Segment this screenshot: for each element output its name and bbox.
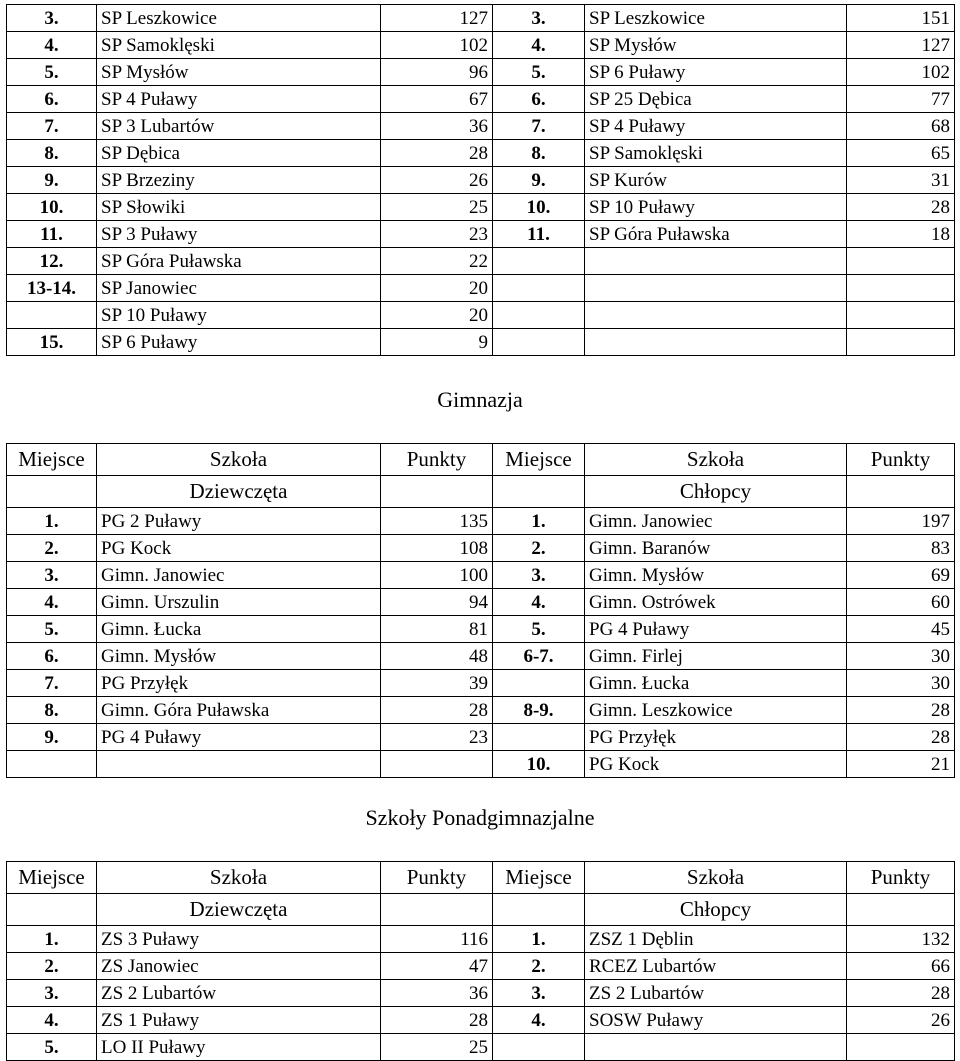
header-points: Punkty xyxy=(847,862,955,894)
blank-cell xyxy=(493,476,585,508)
girls-points: 108 xyxy=(381,535,493,562)
boys-place xyxy=(493,275,585,302)
boys-school: SP 25 Dębica xyxy=(585,86,847,113)
boys-school: Gimn. Baranów xyxy=(585,535,847,562)
girls-school: SP Dębica xyxy=(97,140,381,167)
boys-place: 3. xyxy=(493,980,585,1007)
table-row xyxy=(7,1007,955,1034)
primary-schools-body xyxy=(7,5,955,356)
boys-school: SP Kurów xyxy=(585,167,847,194)
header-school: Szkoła xyxy=(585,444,847,476)
girls-school: Gimn. Góra Puławska xyxy=(97,697,381,724)
gender-header-row xyxy=(7,894,955,926)
girls-school: SP 3 Lubartów xyxy=(97,113,381,140)
blank-cell xyxy=(381,894,493,926)
table-row xyxy=(7,697,955,724)
boys-school xyxy=(585,275,847,302)
girls-place: 8. xyxy=(7,697,97,724)
boys-points: 28 xyxy=(847,980,955,1007)
table-row xyxy=(7,953,955,980)
girls-points: 135 xyxy=(381,508,493,535)
boys-label: Chłopcy xyxy=(585,476,847,508)
boys-place: 4. xyxy=(493,589,585,616)
girls-points: 26 xyxy=(381,167,493,194)
boys-school: ZS 2 Lubartów xyxy=(585,980,847,1007)
boys-school: SP 4 Puławy xyxy=(585,113,847,140)
girls-points: 23 xyxy=(381,724,493,751)
header-points: Punkty xyxy=(381,862,493,894)
boys-school: ZSZ 1 Dęblin xyxy=(585,926,847,953)
boys-school: Gimn. Ostrówek xyxy=(585,589,847,616)
girls-place: 2. xyxy=(7,953,97,980)
table-row xyxy=(7,248,955,275)
boys-school: SP Góra Puławska xyxy=(585,221,847,248)
girls-place: 8. xyxy=(7,140,97,167)
column-header-row xyxy=(7,862,955,894)
blank-cell xyxy=(847,476,955,508)
girls-place: 5. xyxy=(7,59,97,86)
girls-place: 1. xyxy=(7,926,97,953)
boys-school xyxy=(585,248,847,275)
section-title-gimnazja: Gimnazja xyxy=(437,387,523,412)
gimnazja-header xyxy=(7,444,955,508)
girls-place: 3. xyxy=(7,5,97,32)
girls-place: 10. xyxy=(7,194,97,221)
girls-school: SP 10 Puławy xyxy=(97,302,381,329)
girls-place: 11. xyxy=(7,221,97,248)
gender-header-row xyxy=(7,476,955,508)
girls-place: 2. xyxy=(7,535,97,562)
boys-place: 4. xyxy=(493,32,585,59)
header-place: Miejsce xyxy=(493,444,585,476)
boys-points: 60 xyxy=(847,589,955,616)
gimnazja-table xyxy=(6,443,955,778)
girls-school xyxy=(97,751,381,778)
boys-school xyxy=(585,1034,847,1061)
blank-cell xyxy=(381,476,493,508)
header-school: Szkoła xyxy=(585,862,847,894)
girls-points: 28 xyxy=(381,1007,493,1034)
table-row xyxy=(7,670,955,697)
girls-place xyxy=(7,302,97,329)
table-row xyxy=(7,589,955,616)
girls-school: SP Samoklęski xyxy=(97,32,381,59)
girls-points: 23 xyxy=(381,221,493,248)
boys-place: 4. xyxy=(493,1007,585,1034)
boys-place xyxy=(493,248,585,275)
blank-cell xyxy=(7,894,97,926)
header-place: Miejsce xyxy=(7,444,97,476)
girls-points: 102 xyxy=(381,32,493,59)
boys-school xyxy=(585,302,847,329)
girls-school: SP Brzeziny xyxy=(97,167,381,194)
boys-school: Gimn. Łucka xyxy=(585,670,847,697)
girls-school: Gimn. Mysłów xyxy=(97,643,381,670)
girls-points: 22 xyxy=(381,248,493,275)
boys-points: 28 xyxy=(847,697,955,724)
table-row xyxy=(7,751,955,778)
girls-place: 6. xyxy=(7,86,97,113)
table-row xyxy=(7,329,955,356)
boys-points xyxy=(847,1034,955,1061)
boys-place: 1. xyxy=(493,926,585,953)
girls-points: 94 xyxy=(381,589,493,616)
ponadgimnazjalne-body xyxy=(7,926,955,1061)
boys-points: 21 xyxy=(847,751,955,778)
section-title-ponadgimnazjalne: Szkoły Ponadgimnazjalne xyxy=(365,805,595,830)
girls-school: SP Janowiec xyxy=(97,275,381,302)
girls-place: 3. xyxy=(7,562,97,589)
boys-points: 77 xyxy=(847,86,955,113)
boys-place xyxy=(493,724,585,751)
girls-points: 116 xyxy=(381,926,493,953)
header-points: Punkty xyxy=(381,444,493,476)
girls-points: 9 xyxy=(381,329,493,356)
boys-points xyxy=(847,248,955,275)
girls-points xyxy=(381,751,493,778)
boys-school xyxy=(585,329,847,356)
header-place: Miejsce xyxy=(7,862,97,894)
girls-points: 28 xyxy=(381,697,493,724)
girls-points: 20 xyxy=(381,275,493,302)
boys-points xyxy=(847,329,955,356)
boys-points: 151 xyxy=(847,5,955,32)
girls-school: ZS 3 Puławy xyxy=(97,926,381,953)
table-row xyxy=(7,113,955,140)
boys-points: 28 xyxy=(847,194,955,221)
boys-points: 127 xyxy=(847,32,955,59)
table-row xyxy=(7,59,955,86)
girls-school: ZS 1 Puławy xyxy=(97,1007,381,1034)
boys-place xyxy=(493,670,585,697)
boys-points: 65 xyxy=(847,140,955,167)
girls-place: 4. xyxy=(7,32,97,59)
primary-schools-table xyxy=(6,4,955,356)
boys-place: 10. xyxy=(493,194,585,221)
table-row xyxy=(7,221,955,248)
girls-school: SP 6 Puławy xyxy=(97,329,381,356)
header-school: Szkoła xyxy=(97,862,381,894)
table-row xyxy=(7,86,955,113)
boys-points: 102 xyxy=(847,59,955,86)
boys-points xyxy=(847,275,955,302)
girls-place: 13-14. xyxy=(7,275,97,302)
girls-school: LO II Puławy xyxy=(97,1034,381,1061)
girls-points: 20 xyxy=(381,302,493,329)
boys-place: 3. xyxy=(493,5,585,32)
boys-place: 5. xyxy=(493,616,585,643)
boys-school: Gimn. Mysłów xyxy=(585,562,847,589)
girls-place: 1. xyxy=(7,508,97,535)
boys-school: Gimn. Firlej xyxy=(585,643,847,670)
table-row xyxy=(7,167,955,194)
girls-place: 3. xyxy=(7,980,97,1007)
girls-school: PG Kock xyxy=(97,535,381,562)
table-row xyxy=(7,724,955,751)
blank-cell xyxy=(847,894,955,926)
table-row xyxy=(7,140,955,167)
boys-school: SP Leszkowice xyxy=(585,5,847,32)
girls-place: 15. xyxy=(7,329,97,356)
boys-school: SP Mysłów xyxy=(585,32,847,59)
girls-school: ZS Janowiec xyxy=(97,953,381,980)
girls-place: 6. xyxy=(7,643,97,670)
girls-label: Dziewczęta xyxy=(97,894,381,926)
boys-school: RCEZ Lubartów xyxy=(585,953,847,980)
boys-points: 30 xyxy=(847,670,955,697)
ponadgimnazjalne-table xyxy=(6,861,955,1061)
blank-cell xyxy=(7,476,97,508)
boys-points: 18 xyxy=(847,221,955,248)
boys-points: 31 xyxy=(847,167,955,194)
girls-points: 127 xyxy=(381,5,493,32)
boys-place: 6-7. xyxy=(493,643,585,670)
girls-points: 39 xyxy=(381,670,493,697)
boys-place: 11. xyxy=(493,221,585,248)
boys-points: 68 xyxy=(847,113,955,140)
ponadgimnazjalne-header xyxy=(7,862,955,926)
girls-place: 7. xyxy=(7,113,97,140)
boys-school: PG Kock xyxy=(585,751,847,778)
girls-school: SP Leszkowice xyxy=(97,5,381,32)
boys-place xyxy=(493,329,585,356)
girls-place: 9. xyxy=(7,167,97,194)
gimnazja-body xyxy=(7,508,955,778)
girls-points: 81 xyxy=(381,616,493,643)
table-row xyxy=(7,980,955,1007)
girls-school: ZS 2 Lubartów xyxy=(97,980,381,1007)
table-row xyxy=(7,275,955,302)
boys-place: 1. xyxy=(493,508,585,535)
girls-school: Gimn. Urszulin xyxy=(97,589,381,616)
boys-place xyxy=(493,1034,585,1061)
girls-school: SP Mysłów xyxy=(97,59,381,86)
header-place: Miejsce xyxy=(493,862,585,894)
boys-place: 8. xyxy=(493,140,585,167)
boys-points: 26 xyxy=(847,1007,955,1034)
header-points: Punkty xyxy=(847,444,955,476)
boys-points: 69 xyxy=(847,562,955,589)
girls-school: Gimn. Łucka xyxy=(97,616,381,643)
boys-school: SP 6 Puławy xyxy=(585,59,847,86)
boys-school: SOSW Puławy xyxy=(585,1007,847,1034)
girls-place: 12. xyxy=(7,248,97,275)
boys-points: 132 xyxy=(847,926,955,953)
boys-points: 45 xyxy=(847,616,955,643)
girls-points: 67 xyxy=(381,86,493,113)
boys-points: 197 xyxy=(847,508,955,535)
table-row xyxy=(7,926,955,953)
table-row xyxy=(7,616,955,643)
boys-school: Gimn. Leszkowice xyxy=(585,697,847,724)
girls-place: 4. xyxy=(7,1007,97,1034)
girls-points: 36 xyxy=(381,113,493,140)
boys-points: 66 xyxy=(847,953,955,980)
girls-school: PG 4 Puławy xyxy=(97,724,381,751)
girls-points: 96 xyxy=(381,59,493,86)
column-header-row xyxy=(7,444,955,476)
blank-cell xyxy=(493,894,585,926)
boys-points xyxy=(847,302,955,329)
girls-points: 36 xyxy=(381,980,493,1007)
girls-label: Dziewczęta xyxy=(97,476,381,508)
boys-points: 28 xyxy=(847,724,955,751)
table-row xyxy=(7,1034,955,1061)
girls-points: 100 xyxy=(381,562,493,589)
boys-school: SP Samoklęski xyxy=(585,140,847,167)
boys-points: 83 xyxy=(847,535,955,562)
girls-place xyxy=(7,751,97,778)
boys-place: 2. xyxy=(493,953,585,980)
table-row xyxy=(7,535,955,562)
girls-school: SP 3 Puławy xyxy=(97,221,381,248)
girls-school: PG Przyłęk xyxy=(97,670,381,697)
girls-school: SP 4 Puławy xyxy=(97,86,381,113)
girls-points: 48 xyxy=(381,643,493,670)
girls-points: 25 xyxy=(381,194,493,221)
boys-place: 6. xyxy=(493,86,585,113)
girls-place: 4. xyxy=(7,589,97,616)
table-row xyxy=(7,562,955,589)
table-row xyxy=(7,5,955,32)
boys-place: 7. xyxy=(493,113,585,140)
table-row xyxy=(7,194,955,221)
boys-school: SP 10 Puławy xyxy=(585,194,847,221)
girls-points: 47 xyxy=(381,953,493,980)
girls-points: 25 xyxy=(381,1034,493,1061)
girls-school: SP Słowiki xyxy=(97,194,381,221)
girls-school: Gimn. Janowiec xyxy=(97,562,381,589)
boys-place xyxy=(493,302,585,329)
girls-place: 7. xyxy=(7,670,97,697)
boys-label: Chłopcy xyxy=(585,894,847,926)
boys-place: 8-9. xyxy=(493,697,585,724)
boys-points: 30 xyxy=(847,643,955,670)
table-row xyxy=(7,302,955,329)
boys-school: Gimn. Janowiec xyxy=(585,508,847,535)
table-row xyxy=(7,508,955,535)
boys-school: PG Przyłęk xyxy=(585,724,847,751)
girls-place: 5. xyxy=(7,1034,97,1061)
girls-points: 28 xyxy=(381,140,493,167)
header-school: Szkoła xyxy=(97,444,381,476)
boys-place: 5. xyxy=(493,59,585,86)
girls-place: 9. xyxy=(7,724,97,751)
boys-school: PG 4 Puławy xyxy=(585,616,847,643)
boys-place: 2. xyxy=(493,535,585,562)
girls-school: SP Góra Puławska xyxy=(97,248,381,275)
boys-place: 10. xyxy=(493,751,585,778)
boys-place: 3. xyxy=(493,562,585,589)
table-row xyxy=(7,643,955,670)
girls-school: PG 2 Puławy xyxy=(97,508,381,535)
boys-place: 9. xyxy=(493,167,585,194)
table-row xyxy=(7,32,955,59)
girls-place: 5. xyxy=(7,616,97,643)
